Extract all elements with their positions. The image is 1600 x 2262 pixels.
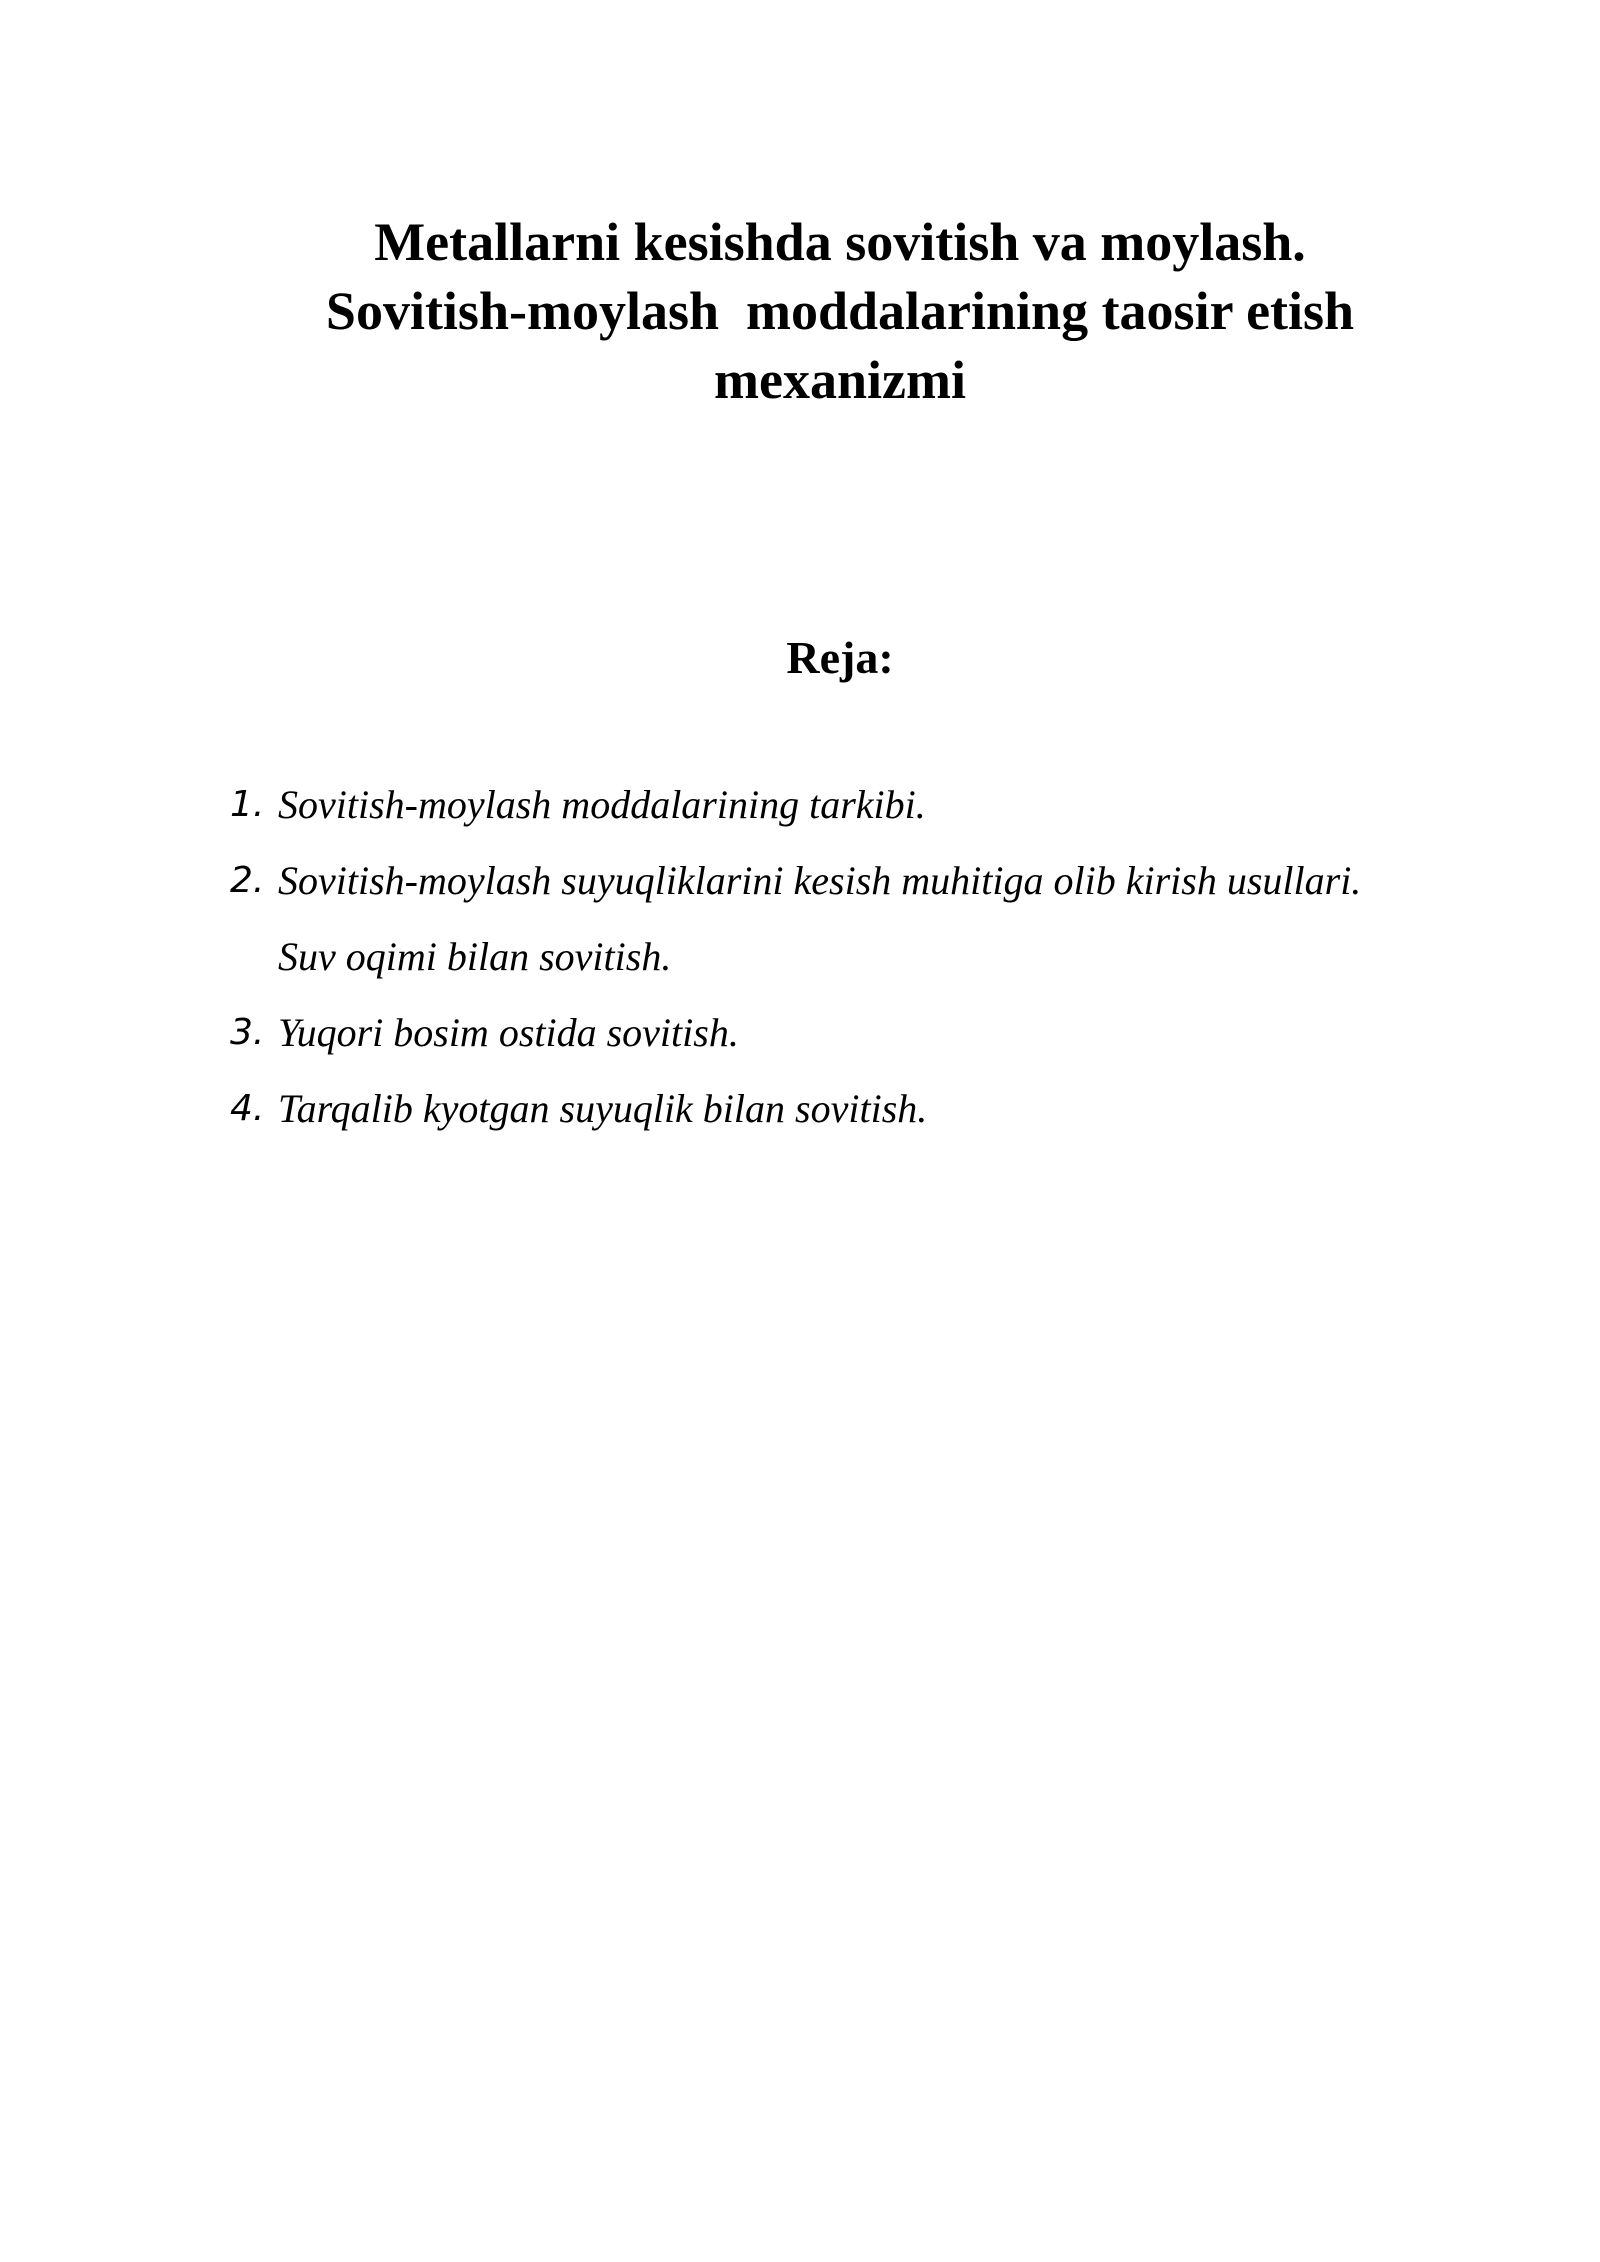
title-line-2: Sovitish-moylash moddalarining taosir etish xyxy=(325,281,1355,341)
plan-item-1 xyxy=(230,778,1480,832)
plan-item-number: 4. xyxy=(230,1088,265,1129)
title-line-3: mexanizmi xyxy=(714,350,966,410)
plan-item-text xyxy=(278,854,1480,984)
document-title xyxy=(200,208,1480,415)
title-line-1: Metallarni kesishda sovitish va moylash. xyxy=(374,212,1306,272)
plan-item-3 xyxy=(230,1006,1480,1060)
plan-item-line: Tarqalib kyotgan suyuqlik bilan sovitish. xyxy=(278,1086,928,1131)
plan-item-4 xyxy=(230,1082,1480,1136)
plan-item-number: 1. xyxy=(230,784,265,825)
plan-item-line: Suv oqimi bilan sovitish. xyxy=(278,934,672,979)
plan-list xyxy=(230,778,1480,1158)
plan-item-line: Yuqori bosim ostida sovitish. xyxy=(278,1010,739,1055)
plan-item-text xyxy=(278,1082,1480,1136)
plan-item-line: Sovitish-moylash moddalarining tarkibi. xyxy=(278,782,926,827)
plan-item-line: Sovitish-moylash suyuqliklarini kesish muhitiga olib kirish usullari. xyxy=(278,858,1362,903)
plan-heading: Reja: xyxy=(786,632,894,683)
plan-item-number: 2. xyxy=(230,860,265,901)
plan-item-text xyxy=(278,1006,1480,1060)
plan-item-2 xyxy=(230,854,1480,984)
plan-item-text xyxy=(278,778,1480,832)
plan-item-number: 3. xyxy=(230,1012,265,1053)
